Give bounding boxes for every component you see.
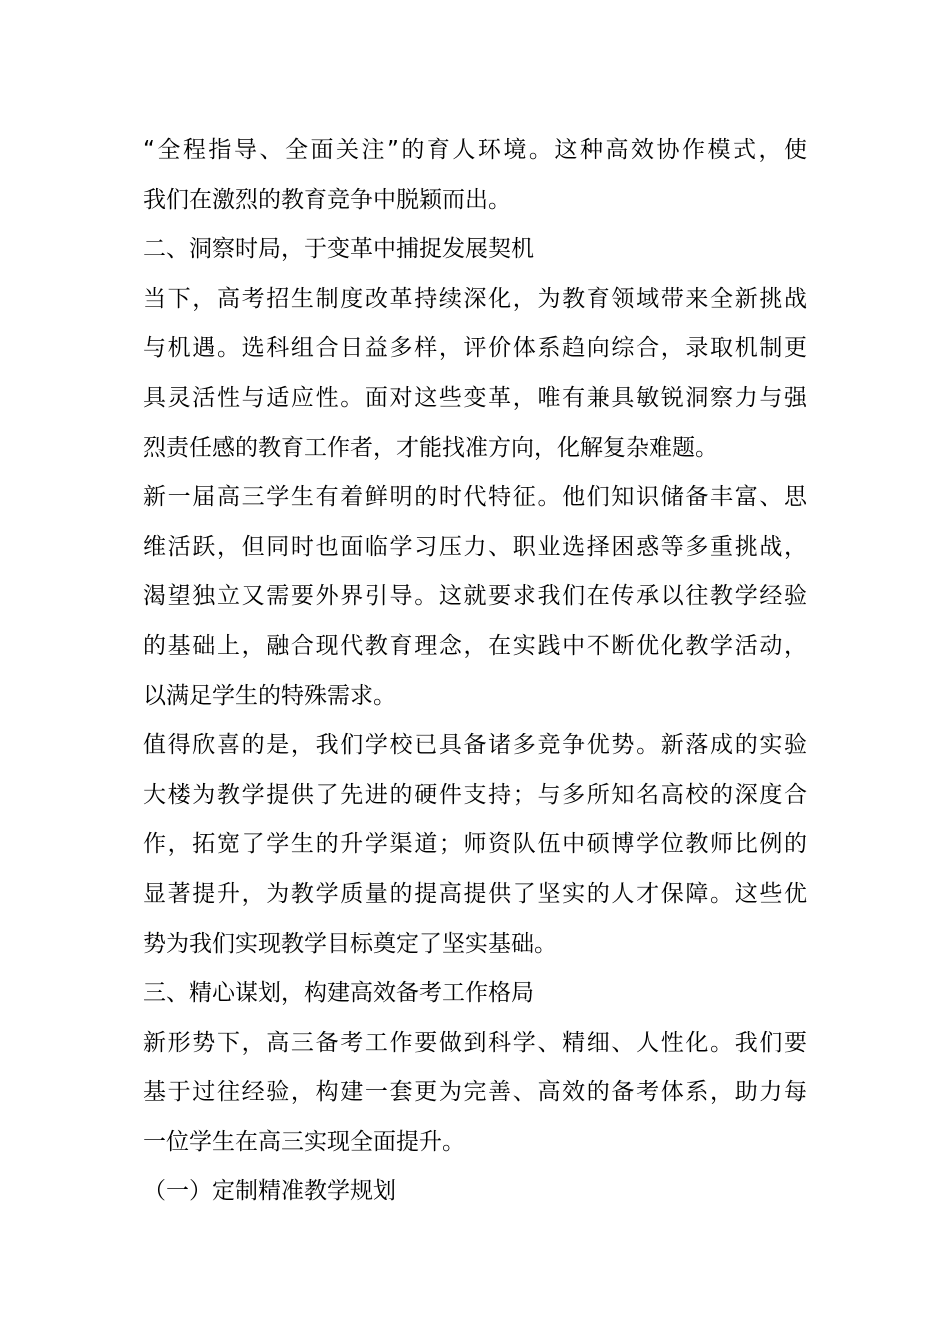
paragraph-new-situation: [143, 1019, 807, 1168]
text-line: 维活跃，但同时也面临学习压力、职业选择困惑等多重挑战，: [143, 533, 807, 560]
subsection-heading-1: [143, 1167, 807, 1217]
document-body: [143, 126, 807, 1217]
text-line: 新一届高三学生有着鲜明的时代特征。他们知识储备丰富、思: [143, 484, 807, 511]
text-line: 值得欣喜的是，我们学校已具备诸多竞争优势。新落成的实验: [143, 732, 807, 759]
heading-line: （一）定制精准教学规划: [143, 1178, 396, 1205]
text-line: 大楼为教学提供了先进的硬件支持；与多所知名高校的深度合: [143, 781, 807, 808]
paragraph-advantages: [143, 721, 807, 969]
text-line: 以满足学生的特殊需求。: [143, 682, 396, 709]
text-line: “全程指导、全面关注”的育人环境。这种高效协作模式，使: [143, 137, 807, 163]
text-line: 具灵活性与适应性。面对这些变革，唯有兼具敏锐洞察力与强: [143, 384, 807, 411]
text-line: 新形势下，高三备考工作要做到科学、精细、人性化。我们要: [143, 1029, 807, 1056]
section-heading-2: [143, 225, 807, 275]
text-line: 与机遇。选科组合日益多样，评价体系趋向综合，录取机制更: [143, 335, 807, 362]
text-line: 当下，高考招生制度改革持续深化，为教育领域带来全新挑战: [143, 285, 807, 312]
text-line: 势为我们实现教学目标奠定了坚实基础。: [143, 930, 557, 957]
text-line: 作，拓宽了学生的升学渠道；师资队伍中硕博学位教师比例的: [143, 831, 807, 858]
text-line: 显著提升，为教学质量的提高提供了坚实的人才保障。这些优: [143, 880, 807, 907]
text-line: 基于过往经验，构建一套更为完善、高效的备考体系，助力每: [143, 1079, 807, 1106]
text-line: 烈责任感的教育工作者，才能找准方向，化解复杂难题。: [143, 434, 718, 461]
section-heading-3: [143, 969, 807, 1019]
text-line: 我们在激烈的教育竞争中脱颖而出。: [143, 186, 511, 213]
text-line: 的基础上，融合现代教育理念，在实践中不断优化教学活动，: [143, 632, 807, 659]
text-line: 渴望独立又需要外界引导。这就要求我们在传承以往教学经验: [143, 583, 807, 610]
heading-line: 三、精心谋划，构建高效备考工作格局: [143, 980, 534, 1007]
paragraph-reform: [143, 275, 807, 473]
paragraph-students: [143, 473, 807, 721]
text-line: 一位学生在高三实现全面提升。: [143, 1128, 465, 1155]
heading-line: 二、洞察时局，于变革中捕捉发展契机: [143, 236, 534, 263]
paragraph-continuation: [143, 126, 807, 225]
